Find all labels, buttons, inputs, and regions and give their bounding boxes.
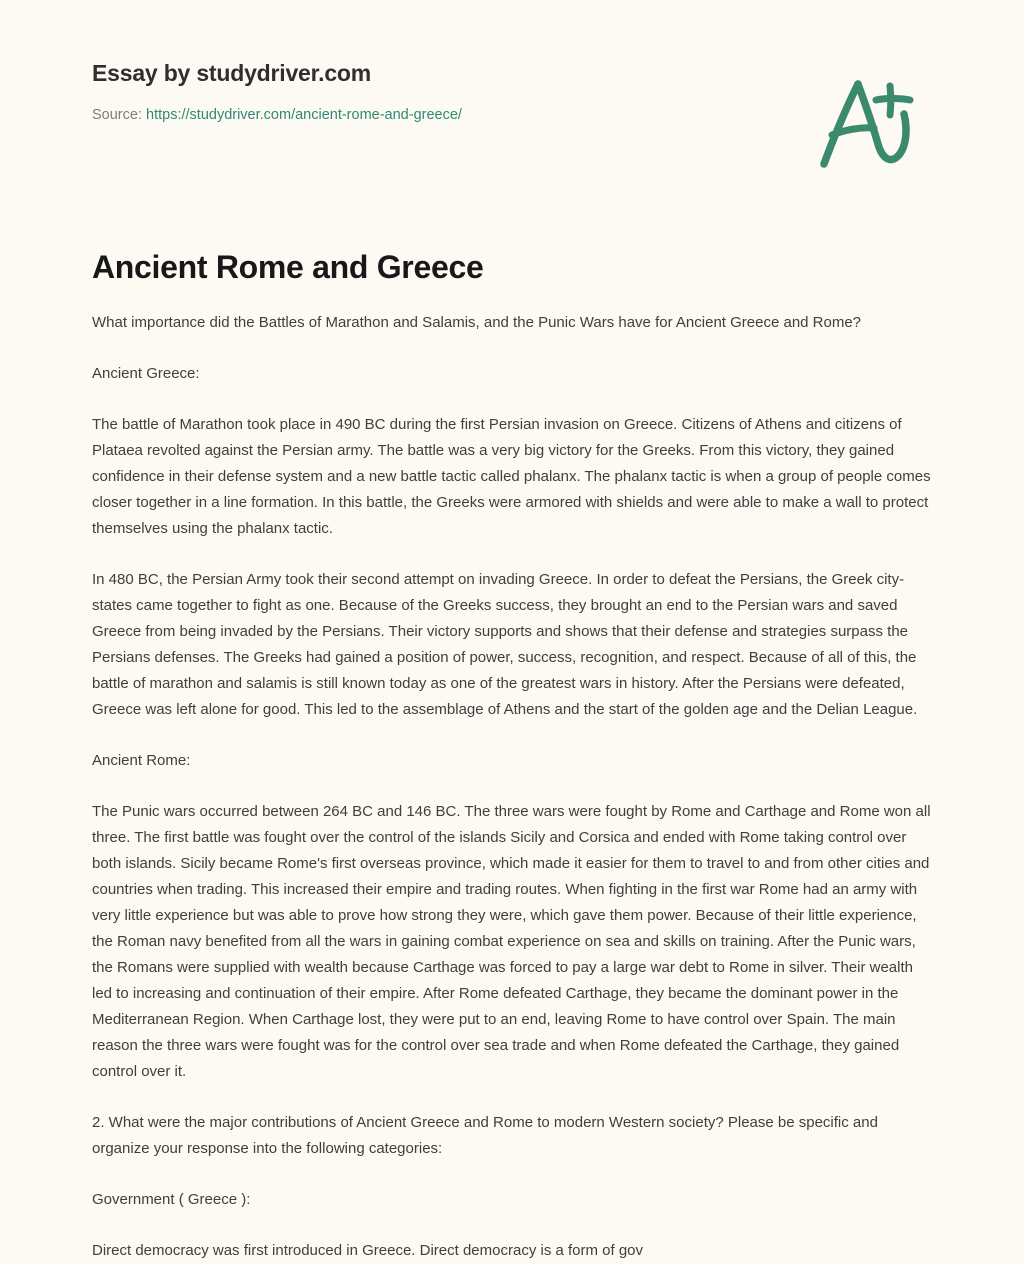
section-heading-ancient-rome: Ancient Rome: [92,752,191,769]
paragraph: 2. What were the major contributions of Ancient Greece and Rome to modern Western society? Please be specific and organize your response into the following categories: [92,1114,878,1157]
section-heading-ancient-greece: Ancient Greece: [92,365,200,382]
paragraph: The battle of Marathon took place in 490 BC during the first Persian invasion on Greece. Citizens of Athens and citizens of Plataea revolted against the Persian army. The battle was a very big victory for the Greeks. From this victory, they gained confidence in their defense system and a new battle tactic called phalanx. The phalanx tactic is when a group of people comes closer together in a line formation. In this battle, the Greeks were armored with shields and were able to make a wall to protect themselves using the phalanx tactic. [92,416,931,537]
paragraph: What importance did the Battles of Marathon and Salamis, and the Punic Wars have for Ancient Greece and Rome? [92,314,862,331]
paragraph-truncated: Direct democracy was first introduced in Greece. Direct democracy is a form of gov [92,1242,644,1259]
page-title: Ancient Rome and Greece [92,249,484,285]
source-line [92,106,932,125]
brand-title: Essay by studydriver.com [92,60,372,86]
source-url-link[interactable]: https://studydriver.com/ancient-rome-and-greece/ [146,106,462,123]
page-header [92,60,932,124]
source-label: Source: [92,106,142,123]
paragraph: In 480 BC, the Persian Army took their second attempt on invading Greece. In order to defeat the Persians, the Greek city-states came together to fight as one. Because of the Greeks success, they brought an end to the Persian wars and saved Greece from being invaded by the Persians. Their victory supports and shows that their defense and strategies surpass the Persians defenses. The Greeks had gained a position of power, success, recognition, and respect. Because of all of this, the battle of marathon and salamis is still known today as one of the greatest wars in history. After the Persians were defeated, Greece was left alone for good. This led to the assemblage of Athens and the start of the golden age and the Delian League. [92,571,918,718]
a-plus-logo [812,72,922,172]
section-heading-government-greece: Government ( Greece ): [92,1191,251,1208]
essay-body [92,310,932,1264]
a-plus-logo-icon [812,72,922,172]
paragraph: The Punic wars occurred between 264 BC and 146 BC. The three wars were fought by Rome and Carthage and Rome won all three. The first battle was fought over the control of the islands Sicily and Corsica and ended with Rome taking control over both islands. Sicily became Rome's first overseas province, which made it easier for them to travel to and from other cities and countries when trading. This increased their empire and trading routes. When fighting in the first war Rome had an army with very little experience but was able to prove how strong they were, which gave them power. Because of their little experience, the Roman navy benefited from all the wars in gaining combat experience on sea and skills on training. After the Punic wars, the Romans were supplied with wealth because Carthage was forced to pay a large war debt to Rome in silver. Their wealth led to increasing and continuation of their empire. After Rome defeated Carthage, they became the dominant power in the Mediterranean Region. When Carthage lost, they were put to an end, leaving Rome to have control over Spain. The main reason the three wars were fought was for the control over sea trade and when Rome defeated the Carthage, they gained control over it. [92,803,931,1080]
